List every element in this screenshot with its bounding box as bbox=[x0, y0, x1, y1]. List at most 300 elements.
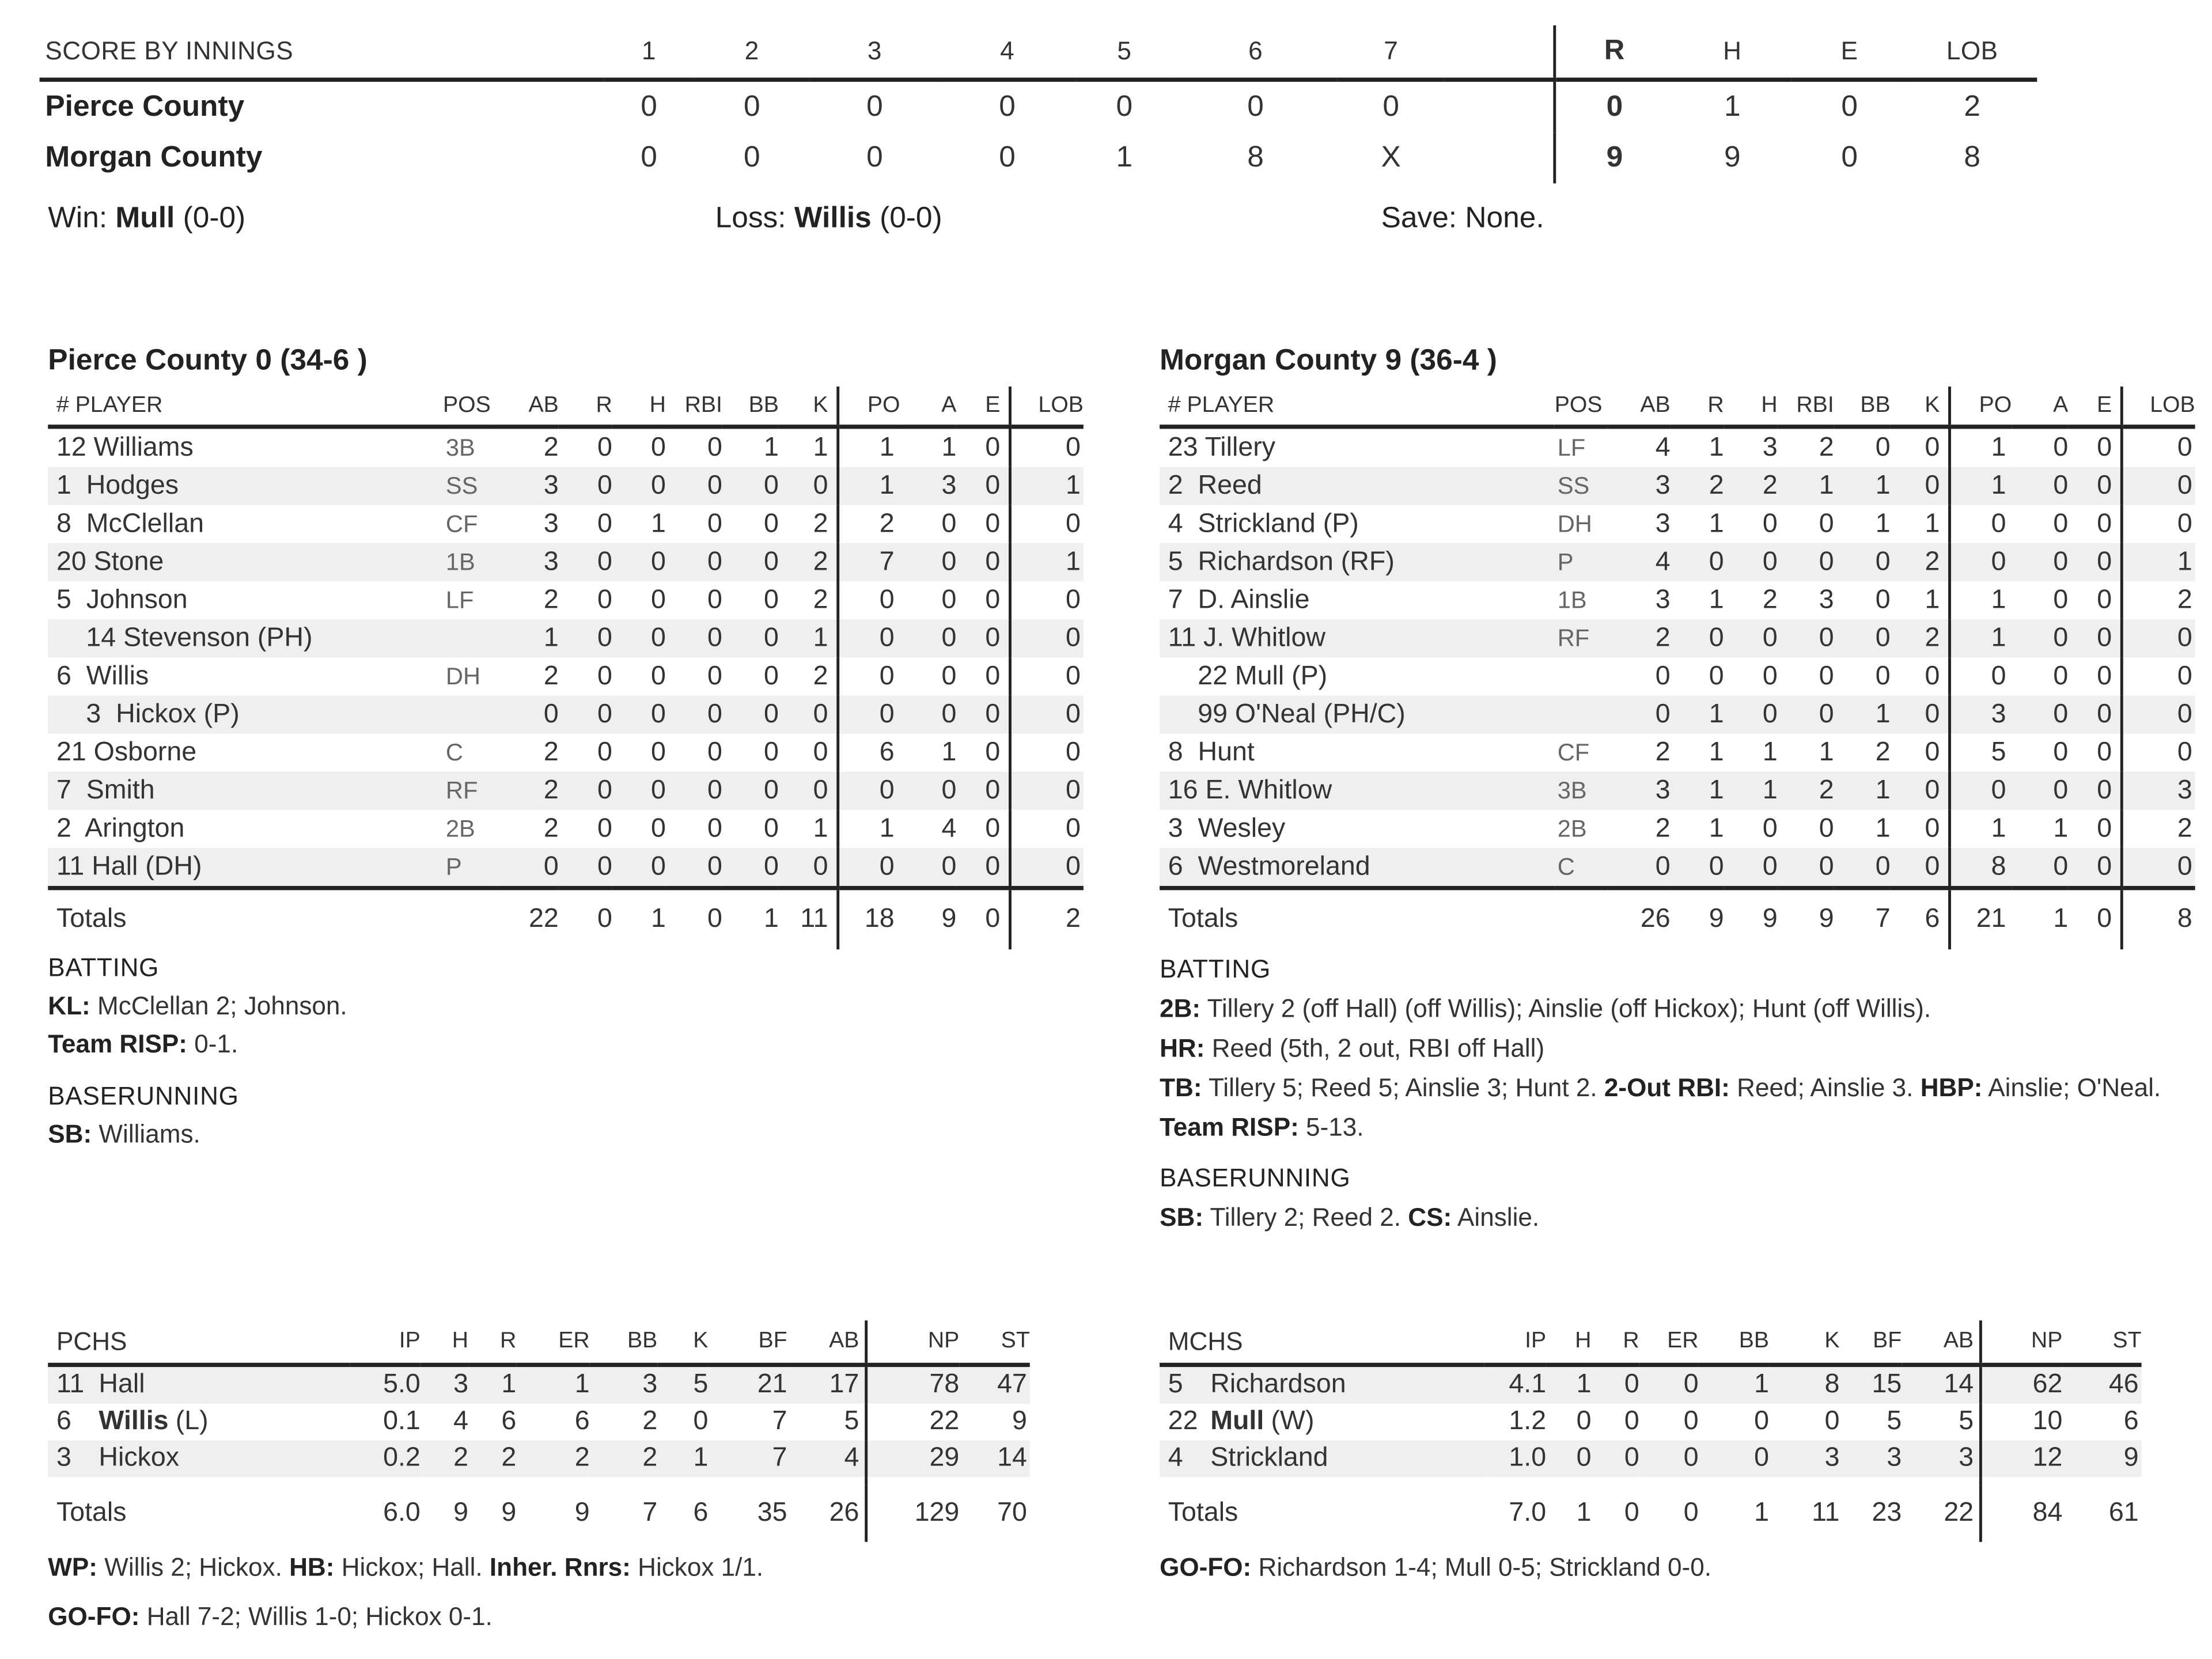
gap-cell bbox=[657, 1477, 708, 1486]
stat-a: 0 bbox=[2053, 737, 2069, 767]
stat-lob: 3 bbox=[2122, 772, 2195, 810]
stat-e: 0 bbox=[985, 508, 1001, 539]
team-lob: 8 bbox=[1964, 141, 1981, 174]
player-name: 1 Hodges bbox=[48, 467, 443, 505]
player-row bbox=[48, 695, 1084, 733]
pitch-ab: 17 bbox=[787, 1365, 866, 1403]
player-name: 2 Arington bbox=[56, 813, 185, 843]
gap-cell bbox=[1546, 1477, 1591, 1486]
stat-k: 0 bbox=[1891, 772, 1950, 810]
pitch-er: 6 bbox=[574, 1406, 590, 1437]
pitch-r: 1 bbox=[468, 1365, 516, 1403]
pitcher-row bbox=[48, 1404, 1030, 1441]
pitch-st: 6 bbox=[2123, 1406, 2139, 1437]
pitcher-number: 22 bbox=[1168, 1406, 1198, 1437]
pos-header: POS bbox=[1555, 387, 1608, 427]
pitcher-row bbox=[1160, 1365, 2142, 1403]
pitch-bf: 21 bbox=[708, 1365, 787, 1403]
stat-e: 0 bbox=[2068, 848, 2122, 888]
er-header: ER bbox=[1639, 1320, 1699, 1365]
stat-lob: 0 bbox=[1010, 619, 1083, 657]
pos-header: POS bbox=[443, 387, 497, 427]
note-key: SB: bbox=[1160, 1203, 1203, 1232]
player-pos: RF bbox=[1555, 619, 1608, 657]
pitch-h: 2 bbox=[421, 1440, 468, 1477]
stat-h: 1 bbox=[1762, 737, 1778, 767]
stat-a: 0 bbox=[2012, 772, 2068, 810]
player-pos: C bbox=[445, 738, 463, 766]
stat-k: 0 bbox=[779, 467, 838, 505]
mchs-pitching-rows bbox=[1160, 1365, 2142, 1541]
pitcher-number: 3 bbox=[56, 1443, 71, 1473]
team-runs: 0 bbox=[1555, 79, 1673, 132]
stat-lob: 0 bbox=[1010, 695, 1083, 733]
player-name: 23 Tillery bbox=[1168, 432, 1275, 463]
pitch-total-ab: 26 bbox=[829, 1498, 859, 1528]
gap-cell bbox=[1160, 1477, 1484, 1486]
stat-lob: 0 bbox=[2122, 657, 2195, 695]
stat-rbi: 0 bbox=[666, 543, 722, 581]
stat-a: 0 bbox=[900, 848, 956, 888]
pitch-total-h: 1 bbox=[1576, 1498, 1592, 1528]
win-name: Mull bbox=[115, 202, 175, 234]
stat-rbi: 0 bbox=[666, 619, 722, 657]
stat-bb: 1 bbox=[1875, 508, 1891, 539]
stat-h: 0 bbox=[651, 813, 666, 843]
h-header: H bbox=[421, 1320, 468, 1365]
team-errors: 0 bbox=[1841, 90, 1858, 123]
stat-e: 0 bbox=[985, 813, 1001, 843]
player-name: 7 Smith bbox=[48, 772, 443, 810]
batting-header-row bbox=[48, 387, 1084, 427]
player-row bbox=[1160, 543, 2195, 581]
pitcher-row bbox=[48, 1365, 1030, 1403]
pitch-r: 0 bbox=[1624, 1406, 1639, 1437]
team-runs: 9 bbox=[1555, 132, 1673, 183]
stat-rbi: 0 bbox=[707, 508, 722, 539]
stat-rbi: 0 bbox=[707, 585, 722, 615]
player-name: 5 Johnson bbox=[56, 585, 188, 615]
pitch-k: 3 bbox=[1769, 1440, 1839, 1477]
pierce-baserunning-notes bbox=[48, 1116, 1092, 1154]
stat-lob: 0 bbox=[2122, 733, 2195, 771]
a-header: A bbox=[900, 387, 956, 427]
player-row bbox=[1160, 427, 2195, 467]
stat-h: 0 bbox=[1724, 619, 1778, 657]
player-header: # PLAYER bbox=[48, 387, 443, 427]
stat-bb: 1 bbox=[1834, 695, 1891, 733]
pitch-st: 46 bbox=[2062, 1365, 2141, 1403]
note-text: Hickox 1/1. bbox=[630, 1553, 764, 1582]
stat-po: 2 bbox=[838, 505, 900, 543]
pitcher-name: Richardson bbox=[1210, 1369, 1346, 1400]
pitch-total-ab: 22 bbox=[1944, 1498, 1974, 1528]
player-name: 16 E. Whitlow bbox=[1160, 772, 1555, 810]
runs-header: R bbox=[1555, 25, 1673, 79]
note-line bbox=[48, 1593, 1120, 1642]
gap-cell bbox=[48, 1477, 350, 1486]
player-pos: 3B bbox=[1555, 772, 1608, 810]
stat-e: 0 bbox=[2097, 737, 2112, 767]
totals-label: Totals bbox=[1160, 888, 1555, 950]
stat-bb: 0 bbox=[1834, 619, 1891, 657]
note-line bbox=[1160, 1028, 2200, 1068]
baserunning-notes-header: BASERUNNING bbox=[48, 1082, 239, 1111]
pitch-k: 0 bbox=[1824, 1406, 1840, 1437]
inning-score: 0 bbox=[866, 90, 883, 123]
gap-cell bbox=[1699, 1477, 1769, 1486]
linescore-row-morgan bbox=[40, 132, 2037, 183]
h-header: H bbox=[612, 387, 666, 427]
stat-po: 0 bbox=[1950, 772, 2012, 810]
stat-h: 0 bbox=[651, 585, 666, 615]
note-text: Reed (5th, 2 out, RBI off Hall) bbox=[1205, 1034, 1545, 1063]
stat-r: 1 bbox=[1709, 585, 1724, 615]
stat-po: 0 bbox=[1950, 505, 2012, 543]
pitch-bb: 2 bbox=[642, 1406, 658, 1437]
pitch-er: 0 bbox=[1639, 1440, 1699, 1477]
inning-score: 0 bbox=[1382, 90, 1400, 123]
stat-a: 3 bbox=[900, 467, 956, 505]
stat-bb: 0 bbox=[763, 661, 779, 691]
pitch-bf: 15 bbox=[1839, 1365, 1902, 1403]
ab-header: AB bbox=[497, 387, 559, 427]
inning-score: 0 bbox=[866, 141, 883, 174]
inning-score: X bbox=[1381, 141, 1401, 174]
stat-rbi: 0 bbox=[666, 695, 722, 733]
total-e: 0 bbox=[2068, 888, 2122, 950]
gap-cell bbox=[866, 1477, 960, 1486]
stat-lob: 0 bbox=[1010, 733, 1083, 771]
stat-h: 0 bbox=[651, 737, 666, 767]
total-e: 0 bbox=[956, 888, 1010, 950]
pitch-total-ip: 7.0 bbox=[1509, 1498, 1547, 1528]
a-header: A bbox=[2012, 387, 2068, 427]
player-row bbox=[1160, 619, 2195, 657]
stat-a: 0 bbox=[900, 772, 956, 810]
pitch-ab: 3 bbox=[1902, 1440, 1980, 1477]
stat-rbi: 0 bbox=[707, 661, 722, 691]
stat-rbi: 0 bbox=[707, 737, 722, 767]
player-row bbox=[48, 733, 1084, 771]
note-line bbox=[48, 1116, 1092, 1154]
stat-a: 1 bbox=[941, 737, 957, 767]
stat-ab: 3 bbox=[497, 467, 559, 505]
stat-po: 1 bbox=[838, 810, 900, 848]
stat-k: 2 bbox=[813, 585, 828, 615]
team-errors: 0 bbox=[1841, 141, 1858, 174]
note-line bbox=[1160, 1107, 2200, 1147]
pitch-total-r: 0 bbox=[1624, 1498, 1639, 1528]
player-name: 22 Mull (P) bbox=[1198, 661, 1328, 691]
stat-h: 0 bbox=[651, 661, 666, 691]
stat-ab: 0 bbox=[1608, 695, 1671, 733]
gap-cell bbox=[468, 1477, 516, 1486]
stat-k: 1 bbox=[813, 813, 828, 843]
player-pos bbox=[443, 619, 497, 657]
stat-e: 0 bbox=[2097, 813, 2112, 843]
win-pitcher bbox=[48, 202, 245, 236]
stat-e: 0 bbox=[2097, 432, 2112, 463]
stat-a: 0 bbox=[2053, 508, 2069, 539]
stat-k: 0 bbox=[1925, 813, 1940, 843]
note-text: Ainslie; O'Neal. bbox=[1982, 1073, 2161, 1102]
pitch-np: 62 bbox=[1980, 1365, 2062, 1403]
total-lob: 8 bbox=[2122, 888, 2195, 950]
inning-score: 0 bbox=[999, 90, 1016, 123]
player-name: 11 Hall (DH) bbox=[48, 848, 443, 888]
stat-h: 0 bbox=[1762, 508, 1778, 539]
total-h: 1 bbox=[612, 888, 666, 950]
note-key: KL: bbox=[48, 991, 90, 1020]
pitch-h: 4 bbox=[453, 1406, 469, 1437]
pitcher-name-cell bbox=[48, 1440, 350, 1477]
stat-lob: 0 bbox=[1010, 427, 1083, 467]
stat-a: 0 bbox=[941, 661, 957, 691]
pitcher-name-cell bbox=[1160, 1365, 1484, 1403]
inning-header: 4 bbox=[940, 25, 1075, 79]
note-text: Williams. bbox=[92, 1120, 200, 1149]
stat-e: 0 bbox=[2068, 772, 2122, 810]
stat-ab: 3 bbox=[1608, 467, 1671, 505]
linescore-row-pierce bbox=[40, 79, 2037, 132]
stat-ab: 1 bbox=[497, 619, 559, 657]
stat-lob: 0 bbox=[1010, 505, 1083, 543]
stat-ab: 3 bbox=[1608, 772, 1671, 810]
stat-rbi: 2 bbox=[1819, 432, 1834, 463]
player-pos: P bbox=[443, 848, 497, 888]
inning-header: 3 bbox=[810, 25, 940, 79]
note-key: 2B: bbox=[1160, 994, 1201, 1023]
player-pos: LF bbox=[445, 586, 474, 613]
r-header: R bbox=[1591, 1320, 1639, 1365]
player-pos: DH bbox=[445, 662, 481, 690]
bf-header: BF bbox=[1839, 1320, 1902, 1365]
pitch-np: 12 bbox=[1980, 1440, 2062, 1477]
stat-bb: 1 bbox=[1875, 813, 1891, 843]
loss-record: (0-0) bbox=[880, 202, 942, 234]
stat-ab: 2 bbox=[497, 772, 559, 810]
stat-bb: 0 bbox=[1834, 543, 1891, 581]
stat-h: 1 bbox=[1724, 772, 1778, 810]
pitcher-row bbox=[1160, 1404, 2142, 1441]
batting-header-row bbox=[1160, 387, 2195, 427]
pitch-total-ip: 6.0 bbox=[383, 1498, 421, 1528]
note-key: TB: bbox=[1160, 1073, 1202, 1102]
note-text: Tillery 2 (off Hall) (off Willis); Ainslie (off Hickox); Hunt (off Willis). bbox=[1200, 994, 1931, 1023]
stat-ab: 2 bbox=[543, 737, 559, 767]
st-header: ST bbox=[2062, 1320, 2141, 1365]
player-name: 7 D. Ainslie bbox=[1168, 585, 1310, 615]
stat-e: 0 bbox=[985, 432, 1001, 463]
pitch-bf: 7 bbox=[708, 1440, 787, 1477]
stat-h: 3 bbox=[1762, 432, 1778, 463]
totals-pos bbox=[1555, 888, 1608, 950]
stat-ab: 0 bbox=[1655, 661, 1671, 691]
player-name: 12 Williams bbox=[56, 432, 194, 463]
pitch-ip: 5.0 bbox=[350, 1365, 420, 1403]
r-header: R bbox=[559, 387, 612, 427]
player-row bbox=[48, 810, 1084, 848]
stat-rbi: 0 bbox=[707, 432, 722, 463]
pierce-batting-notes bbox=[48, 987, 1092, 1063]
pitch-ip: 0.1 bbox=[383, 1406, 421, 1437]
note-line bbox=[48, 987, 1092, 1025]
pitch-bf: 5 bbox=[1887, 1406, 1902, 1437]
stat-po: 1 bbox=[1950, 581, 2012, 619]
pitcher-name: Hall bbox=[99, 1369, 145, 1400]
note-text: Willis 2; Hickox. bbox=[97, 1553, 290, 1582]
stat-r: 0 bbox=[597, 813, 612, 843]
note-text: Richardson 1-4; Mull 0-5; Strickland 0-0. bbox=[1251, 1553, 1711, 1582]
stat-rbi: 0 bbox=[1778, 543, 1834, 581]
spacer bbox=[1445, 25, 1555, 79]
stat-bb: 0 bbox=[763, 508, 779, 539]
stat-r: 0 bbox=[559, 467, 612, 505]
player-row bbox=[1160, 467, 2195, 505]
stat-h: 0 bbox=[612, 695, 666, 733]
note-text: 5-13. bbox=[1298, 1113, 1364, 1142]
bf-header: BF bbox=[708, 1320, 787, 1365]
mchs-pitching-notes bbox=[1160, 1543, 2203, 1593]
stat-po: 0 bbox=[838, 695, 900, 733]
stat-po: 3 bbox=[1950, 695, 2012, 733]
stat-lob: 2 bbox=[2122, 810, 2195, 848]
stat-lob: 0 bbox=[2122, 848, 2195, 888]
pitch-total-er: 0 bbox=[1683, 1498, 1699, 1528]
stat-e: 0 bbox=[2068, 543, 2122, 581]
pitch-ip: 1.2 bbox=[1509, 1406, 1547, 1437]
stat-k: 2 bbox=[1891, 543, 1950, 581]
bb-header: BB bbox=[1699, 1320, 1769, 1365]
gap-cell bbox=[1591, 1477, 1639, 1486]
note-line bbox=[48, 1543, 1120, 1593]
pitch-k: 8 bbox=[1769, 1365, 1839, 1403]
gap-cell bbox=[2062, 1477, 2141, 1486]
stat-e: 0 bbox=[956, 543, 1010, 581]
stat-po: 0 bbox=[838, 657, 900, 695]
pierce-batting-table bbox=[48, 387, 1084, 949]
gap-cell bbox=[350, 1477, 420, 1486]
pitch-total-st: 70 bbox=[997, 1498, 1027, 1528]
stat-h: 0 bbox=[612, 467, 666, 505]
pitch-st: 14 bbox=[959, 1440, 1029, 1477]
note-line bbox=[1160, 1198, 2200, 1237]
stat-po: 1 bbox=[838, 467, 900, 505]
player-pos: SS bbox=[1555, 467, 1608, 505]
inning-score: 1 bbox=[1116, 141, 1133, 174]
stat-bb: 0 bbox=[763, 737, 779, 767]
stat-po: 0 bbox=[838, 848, 900, 888]
pitch-er: 1 bbox=[516, 1365, 589, 1403]
gap-cell bbox=[1639, 1477, 1699, 1486]
stat-lob: 1 bbox=[1010, 543, 1083, 581]
stat-ab: 4 bbox=[1655, 432, 1671, 463]
player-row bbox=[1160, 810, 2195, 848]
stat-rbi: 0 bbox=[1819, 661, 1834, 691]
stat-k: 1 bbox=[1925, 508, 1940, 539]
e-header: E bbox=[956, 387, 1010, 427]
win-record: (0-0) bbox=[183, 202, 246, 234]
stat-ab: 3 bbox=[497, 543, 559, 581]
stat-r: 1 bbox=[1709, 508, 1724, 539]
stat-k: 0 bbox=[1891, 695, 1950, 733]
stat-a: 0 bbox=[2012, 848, 2068, 888]
batting-notes-header: BATTING bbox=[1160, 955, 1271, 983]
inning-score: 8 bbox=[1247, 141, 1264, 174]
note-key: HB: bbox=[289, 1553, 335, 1582]
stat-ab: 3 bbox=[1655, 585, 1671, 615]
player-name: 6 Willis bbox=[56, 661, 149, 691]
stat-ab: 0 bbox=[497, 848, 559, 888]
stat-e: 0 bbox=[985, 585, 1001, 615]
linescore-table bbox=[40, 25, 2037, 183]
stat-po: 6 bbox=[838, 733, 900, 771]
pchs-pitching-notes bbox=[48, 1543, 1120, 1642]
player-row bbox=[48, 848, 1084, 888]
player-row bbox=[48, 581, 1084, 619]
player-name: 99 O'Neal (PH/C) bbox=[1160, 695, 1555, 733]
k-header: K bbox=[1891, 387, 1950, 427]
pitch-total-er: 9 bbox=[574, 1498, 590, 1528]
ip-header: IP bbox=[1484, 1320, 1546, 1365]
stat-a: 1 bbox=[941, 432, 957, 463]
stat-bb: 1 bbox=[1834, 772, 1891, 810]
pitch-st: 47 bbox=[959, 1365, 1029, 1403]
h-header: H bbox=[1546, 1320, 1591, 1365]
save-pitcher: Save: None. bbox=[1381, 202, 1544, 234]
po-header: PO bbox=[1950, 387, 2012, 427]
gap-cell bbox=[708, 1477, 787, 1486]
st-header: ST bbox=[959, 1320, 1029, 1365]
stat-r: 0 bbox=[597, 508, 612, 539]
player-pos bbox=[1555, 695, 1608, 733]
pitch-bf: 3 bbox=[1839, 1440, 1902, 1477]
stat-ab: 2 bbox=[543, 432, 559, 463]
pitch-total-np: 84 bbox=[1980, 1486, 2062, 1542]
stat-bb: 0 bbox=[722, 467, 779, 505]
inning-score: 0 bbox=[641, 141, 657, 174]
pitch-ab: 5 bbox=[844, 1406, 859, 1437]
note-key: WP: bbox=[48, 1553, 97, 1582]
pitch-bb: 1 bbox=[1699, 1365, 1769, 1403]
player-row bbox=[1160, 772, 2195, 810]
stat-po: 7 bbox=[838, 543, 900, 581]
stat-bb: 0 bbox=[1834, 848, 1891, 888]
stat-a: 0 bbox=[2053, 432, 2069, 463]
linescore-label: SCORE BY INNINGS bbox=[40, 25, 604, 79]
stat-a: 4 bbox=[941, 813, 957, 843]
team-name: Morgan County bbox=[45, 141, 263, 174]
note-key: SB: bbox=[48, 1120, 92, 1149]
player-pos: SS bbox=[443, 467, 497, 505]
pitcher-row bbox=[1160, 1440, 2142, 1477]
gap-cell bbox=[516, 1477, 589, 1486]
totals-row bbox=[1160, 888, 2195, 950]
stat-h: 2 bbox=[1762, 585, 1778, 615]
pitch-bb: 0 bbox=[1754, 1406, 1770, 1437]
stat-bb: 0 bbox=[763, 813, 779, 843]
player-pos: DH bbox=[1557, 510, 1592, 537]
stat-bb: 0 bbox=[722, 848, 779, 888]
stat-r: 1 bbox=[1671, 695, 1724, 733]
pitch-ip: 0.2 bbox=[350, 1440, 420, 1477]
pitch-er: 2 bbox=[516, 1440, 589, 1477]
stat-lob: 0 bbox=[2122, 619, 2195, 657]
player-pos: 2B bbox=[445, 815, 475, 842]
stat-rbi: 0 bbox=[1778, 619, 1834, 657]
bb-header: BB bbox=[722, 387, 779, 427]
